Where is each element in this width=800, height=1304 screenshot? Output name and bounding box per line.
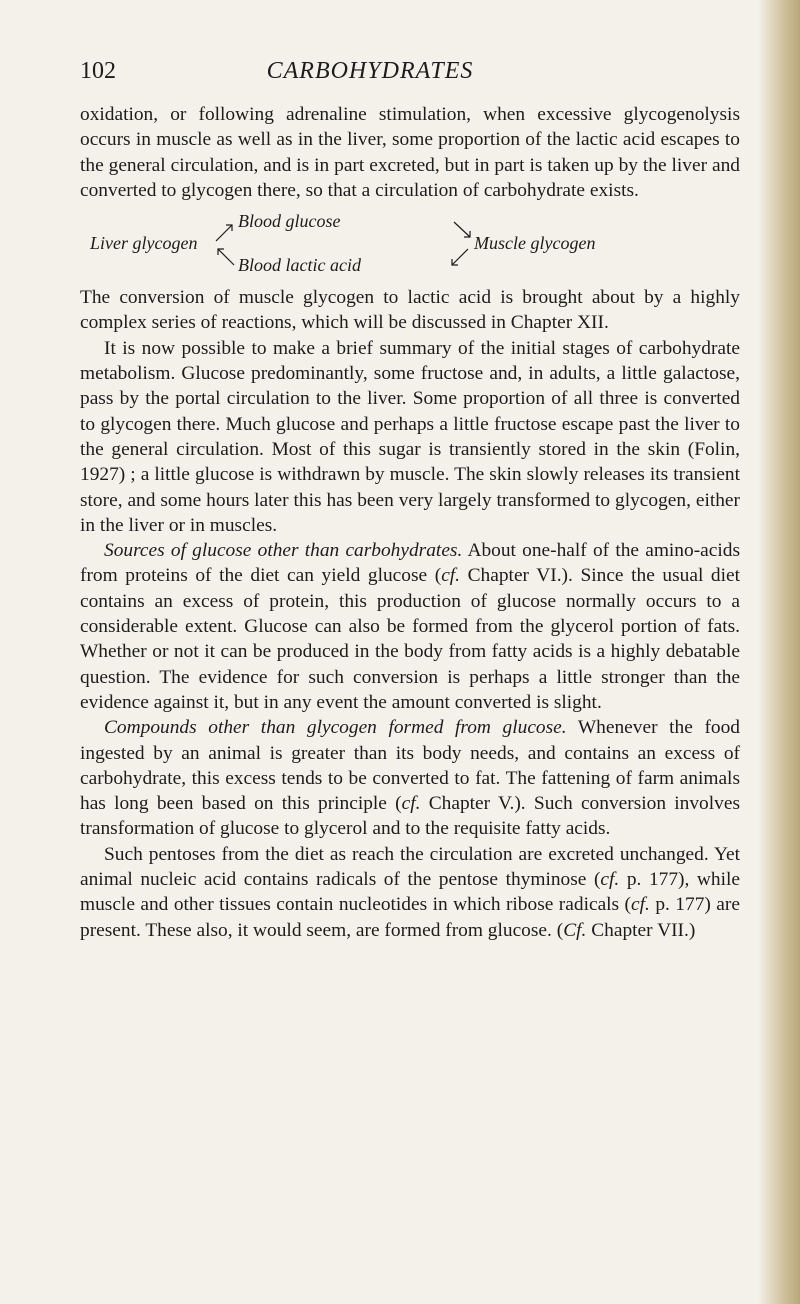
paragraph-2: The conversion of muscle glycogen to lactic acid is brought about by a highly complex series of reactions, which will be discussed in Chapter XII. xyxy=(80,287,740,334)
diagram-label-blood-lactic-acid: Blood lactic acid xyxy=(238,255,361,276)
arrow-glucose-to-muscle xyxy=(454,222,470,237)
page-edge-shadow xyxy=(758,0,800,1304)
arrow-lactic-to-liver xyxy=(218,249,234,265)
paragraph-4: Sources of glucose other than carbohydrates. About one-half of the amino-acids from proteins of the diet can yield glucose (cf. Chapter VI.). Since the usual diet contains an excess of protein, this production of glucose normally occurs to a considerable extent. Glucose can also be formed from the glycerol portion of fats. Whether or not it can be produced in the body from fatty acids is a highly debatable question. The evidence for such conversion is perhaps a little stronger than the evidence against it, but in any event the amount converted is slight. xyxy=(80,540,741,713)
page-header xyxy=(80,58,760,92)
paragraph-5-heading: Compounds other than glycogen formed from glucose. xyxy=(104,717,567,739)
page-number: 102 xyxy=(80,58,116,84)
carbohydrate-cycle-diagram xyxy=(80,207,740,285)
diagram-label-blood-glucose: Blood glucose xyxy=(238,211,341,232)
paragraph-3: It is now possible to make a brief summary of the initial stages of carbohydrate metabolism. Glucose predominantly, some fructose and, in adults, a little galactose, pass by the portal circulation to the liver. Some proportion of all three is converted to glycogen there. Much glucose and perhaps a little fructose escape past the liver to the general circulation. Most of this sugar is transiently stored in the skin (Folin, 1927) ; a little glucose is withdrawn by muscle. The skin slowly releases its transient store, and some hours later this has been very largely transformed to glycogen, either in the liver or in muscles. xyxy=(80,337,740,536)
paragraph-1: oxidation, or following adrenaline stimulation, when excessive glycogenolysis occurs in muscle as well as in the liver, some proportion of the lactic acid escapes to the general circulation, and is in part excreted, but in part is taken up by the liver and converted to glycogen there, so that a circulation of carbohydrate exists. xyxy=(80,104,740,201)
paragraph-5: Compounds other than glycogen formed from glucose. Whenever the food ingested by an animal is greater than its body needs, and contains an excess of carbohydrate, this excess tends to be converted to fat. The fattening of farm animals has long been based on this principle (cf. Chapter V.). Such conversion involves transformation of glucose to glycerol and to the requisite fatty acids. xyxy=(80,717,740,840)
diagram-label-liver-glycogen: Liver glycogen xyxy=(90,233,198,254)
body-text xyxy=(80,102,740,943)
diagram-label-muscle-glycogen: Muscle glycogen xyxy=(474,233,596,254)
arrow-muscle-to-lactic xyxy=(452,249,468,265)
arrow-liver-to-glucose xyxy=(216,225,232,241)
running-title: CARBOHYDRATES xyxy=(266,58,474,84)
paragraph-6: Such pentoses from the diet as reach the circulation are excreted unchanged. Yet animal nucleic acid contains radicals of the pentose thyminose (cf. p. 177), while muscle and other tissues contain nucleotides in which ribose radicals (cf. p. 177) are present. These also, it would seem, are formed from glucose. (Cf. Chapter VII.) xyxy=(80,843,740,941)
paragraph-4-heading: Sources of glucose other than carbohydrates. xyxy=(104,540,463,562)
